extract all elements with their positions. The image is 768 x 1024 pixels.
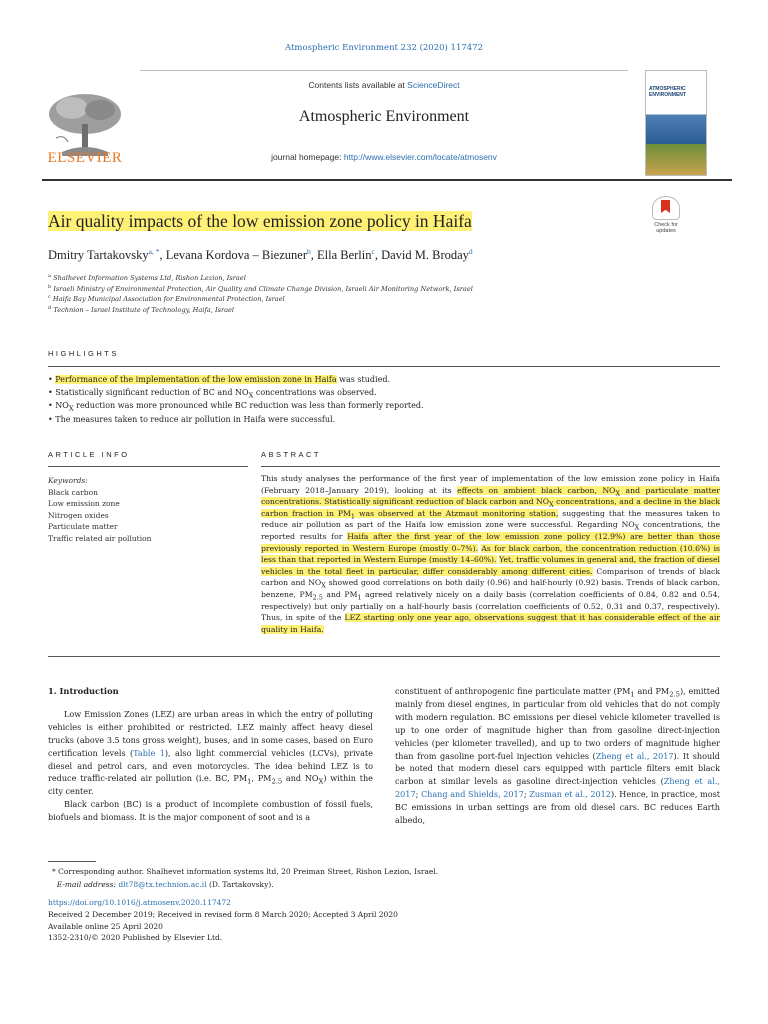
affiliation-marker: d xyxy=(48,304,52,311)
citation-link[interactable]: Chang and Shields, 2017 xyxy=(420,789,524,800)
citation-link[interactable]: Zheng et al., 2017 xyxy=(595,750,674,761)
keyword-item: Traffic related air pollution xyxy=(48,533,152,543)
abstract-heading: ABSTRACT xyxy=(261,450,322,459)
keyword-item: Particulate matter xyxy=(48,522,118,531)
affiliation-text: Haifa Bay Municipal Association for Environmental Protection, Israel xyxy=(52,295,285,303)
author-name[interactable]: Dmitry Tartakovsky xyxy=(48,248,149,262)
body-column-left xyxy=(48,685,373,824)
elsevier-wordmark[interactable]: ELSEVIER xyxy=(47,150,123,166)
body-paragraph: constituent of anthropogenic fine particulate matter ($PM_1$ and $PM_{2.5}$), emitted mainly from diesel engines, in particular from old vehicles that do not comply with modern regulation. BC emissions per diesel vehicle kilometer travelled is up to one order of magnitude higher than from gasoline direct-injection vehicles (per kilometer travelled), and up to two orders of magnitude higher than from gasoline port-fuel injection vehicles (Zheng et al., 2017). It should be noted that modern diesel cars equipped with particle filters emit black carbon at similar levels as gasoline direct-injection vehicles (Zheng et al., 2017; Chang and Shields, 2017; Zusman et al., 2012). Hence, in practice, most BC emissions in urban settings are from old diesel cars. BC reduces Earth albedo, xyxy=(395,686,720,826)
journal-reference[interactable]: Atmospheric Environment 232 (2020) 117472 xyxy=(284,43,483,53)
highlight-text: was studied. xyxy=(336,375,390,384)
citation-link[interactable]: Zusman et al., 2012 xyxy=(529,789,611,800)
author-name[interactable]: David M. Broday xyxy=(381,248,469,262)
highlights-rule xyxy=(48,366,720,367)
affiliation-text: Shalhevet Information Systems Ltd, Rishon Lezion, Israel xyxy=(53,274,246,282)
journal-name: Atmospheric Environment xyxy=(298,108,470,125)
keyword-item: Low emission zone xyxy=(48,499,120,508)
affiliation-item xyxy=(48,305,473,316)
body-paragraph: Black carbon (BC) is a product of incomplete combustion of fossil fuels, biofuels and biomass. It is the major component of soot and is a xyxy=(48,799,373,823)
bookmark-icon xyxy=(652,196,680,220)
contents-line xyxy=(140,80,628,90)
doi-link[interactable]: https://doi.org/10.1016/j.atmosenv.2020.117472 xyxy=(48,898,231,907)
footnote-rule xyxy=(48,861,96,862)
article-title-text: Air quality impacts of the low emission zone policy in Haifa xyxy=(48,211,472,231)
copyright-line: 1352-2310/© 2020 Published by Elsevier Ltd. xyxy=(48,933,223,943)
keyword-item: Black carbon xyxy=(48,487,98,497)
available-online: Available online 25 April 2020 xyxy=(48,921,163,931)
footnotes xyxy=(52,866,438,891)
journal-homepage-link[interactable]: http://www.elsevier.com/locate/atmosenv xyxy=(343,152,497,162)
highlights-list xyxy=(48,373,424,426)
contents-prefix: Contents lists available at xyxy=(308,80,408,90)
author-affiliation-marker[interactable]: c xyxy=(371,246,375,256)
affiliation-text: Technion – Israel Institute of Technology, Haifa, Israel xyxy=(53,305,235,314)
keyword-item: Nitrogen oxides xyxy=(48,510,109,520)
highlight-text: reduction was more pronounced while BC reduction was less than formerly reported. xyxy=(73,401,424,411)
affiliation-text: Israeli Ministry of Environmental Protection, Air Quality and Climate Change Division, Israeli Air Monitoring Network, Israel xyxy=(53,284,473,293)
homepage-prefix: journal homepage: xyxy=(271,152,344,162)
affiliation-marker: b xyxy=(48,283,52,290)
keywords-title: Keywords: xyxy=(48,476,88,485)
masthead-bottom-rule xyxy=(42,179,732,181)
received-dates: Received 2 December 2019; Received in revised form 8 March 2020; Accepted 3 April 2020 xyxy=(48,909,398,919)
author-affiliation-marker[interactable]: b xyxy=(306,246,311,256)
affiliation-list xyxy=(48,273,473,315)
sciencedirect-link[interactable]: ScienceDirect xyxy=(407,80,460,90)
article-title xyxy=(48,211,472,232)
check-for-updates-button[interactable] xyxy=(646,196,686,234)
author-affiliation-marker[interactable]: a, * xyxy=(148,246,160,256)
citation-link[interactable]: Zheng et al., 2017 xyxy=(395,776,720,800)
highlight-text: Statistically significant reduction of BC and NO xyxy=(55,388,249,398)
author-email-link[interactable]: dlt78@tx.technion.ac.il xyxy=(118,879,207,889)
table-1-link[interactable]: Table 1 xyxy=(133,747,165,758)
highlight-marked-text: Performance of the implementation of the low emission zone in Haifa xyxy=(55,375,337,384)
article-info-rule xyxy=(48,466,248,467)
check-for-updates-label: Check for updates xyxy=(654,222,678,234)
author-list: Dmitry Tartakovsky$^{a, *}$, Levana Kordova – Biezuner$^b$, Ella Berlin$^c$, David M. Broday$^d$ xyxy=(48,246,473,262)
affiliation-item xyxy=(48,273,473,284)
highlight-item: • Statistically significant reduction of BC and $NO_X$ concentrations was observed. xyxy=(48,388,377,400)
highlights-heading: HIGHLIGHTS xyxy=(48,349,119,358)
highlight-item: • $NO_X$ reduction was more pronounced while BC reduction was less than formerly reported. xyxy=(48,401,424,413)
highlight-item: • The measures taken to reduce air pollution in Haifa were successful. xyxy=(48,414,336,424)
masthead-top-rule xyxy=(140,70,628,71)
highlight-item: • Performance of the implementation of the low emission zone in Haifa was studied. xyxy=(48,375,390,384)
affiliation-item xyxy=(48,294,473,305)
keywords-block xyxy=(48,475,151,544)
corresponding-author-text: Corresponding author. Shalhevet information systems ltd, 20 Preiman Street, Rishon Lezion, Israel. xyxy=(58,867,439,876)
body-column-right xyxy=(395,685,720,827)
abstract-text: This study analyses the performance of the first year of implementation of the low emission zone policy in Haifa (February 2018–January 2019), looking at its effects on ambient black carbon, $NO_X$ and particulate matter concentrations. Statistically significant reduction of black carbon and $NO_X$ concentrations, and a decline in the black carbon fraction in $PM_1$ was observed at the Atzmaut monitoring station, suggesting that the measures taken to reduce air pollution as part of the Haifa low emission zone were successful. Regarding $NO_X$ concentrations, the reported results for Haifa after the first year of the low emission zone policy (12.9%) are better than those previously reported in Western Europe (mostly 0–7%). As for black carbon, the concentration reduction (10.6%) is less than that reported in Western Europe (mostly 14–60%). Yet, traffic volumes in general and, the fraction of diesel vehicles in the total fleet in particular, differ considerably among different cities. Comparison of trends of black carbon and $NO_X$ showed good correlations on both daily (0.96) and half-hourly (0.92) basis. Trends of black carbon, benzene, $PM_{2.5}$ and $PM_1$ agreed relatively nicely on a daily basis (correlation coefficients of 0.84, 0.82 and 0.54, respectively) but only partially on a half-hourly basis (correlation coefficients of 0.52, 0.31 and 0.37, respectively). Thus, in spite of the LEZ starting only one year ago, observations suggest that it has considerable effect of the air quality in Haifa. xyxy=(261,474,721,634)
author-affiliation-marker[interactable]: d xyxy=(468,246,473,256)
email-note xyxy=(52,879,438,892)
journal-homepage-line xyxy=(140,152,628,162)
affiliation-marker: a xyxy=(48,272,51,279)
corresponding-author-note: * Corresponding author. Shalhevet information systems ltd, 20 Preiman Street, Rishon Lezion, Israel. xyxy=(52,867,439,876)
introduction-heading: 1. Introduction xyxy=(48,686,119,696)
email-suffix: (D. Tartakovsky). xyxy=(206,879,274,889)
article-info-heading: ARTICLE INFO xyxy=(48,450,130,459)
publication-info xyxy=(48,897,398,944)
highlight-text: The measures taken to reduce air pollution in Haifa were successful. xyxy=(55,414,336,424)
cover-title: ATMOSPHERIC ENVIRONMENT xyxy=(649,86,686,98)
journal-cover-thumbnail[interactable] xyxy=(645,70,707,176)
author-name[interactable]: Levana Kordova – Biezuner xyxy=(165,248,307,262)
highlight-text: NO xyxy=(55,401,69,411)
abstract-bottom-rule xyxy=(48,656,720,657)
body-paragraph: Low Emission Zones (LEZ) are urban areas in which the entry of polluting vehicles is either prohibited or restricted. LEZ mainly affect heavy diesel trucks (above 3.5 tons gross weight), buses, and in some cases, based on Euro certification levels (Table 1), also light commercial vehicles (LCVs), private diesel and petrol cars, and even motorcycles. The idea behind LEZ is to reduce traffic-related air pollution (i.e. BC, $PM_1$, $PM_{2.5}$ and $NO_X$) within the city center. xyxy=(48,708,373,797)
email-label: E-mail address: xyxy=(56,879,117,889)
affiliation-marker: c xyxy=(48,293,51,300)
highlight-text: concentrations was observed. xyxy=(253,388,377,398)
affiliation-item xyxy=(48,284,473,295)
author-name[interactable]: Ella Berlin xyxy=(316,248,372,262)
abstract-rule xyxy=(261,466,720,467)
